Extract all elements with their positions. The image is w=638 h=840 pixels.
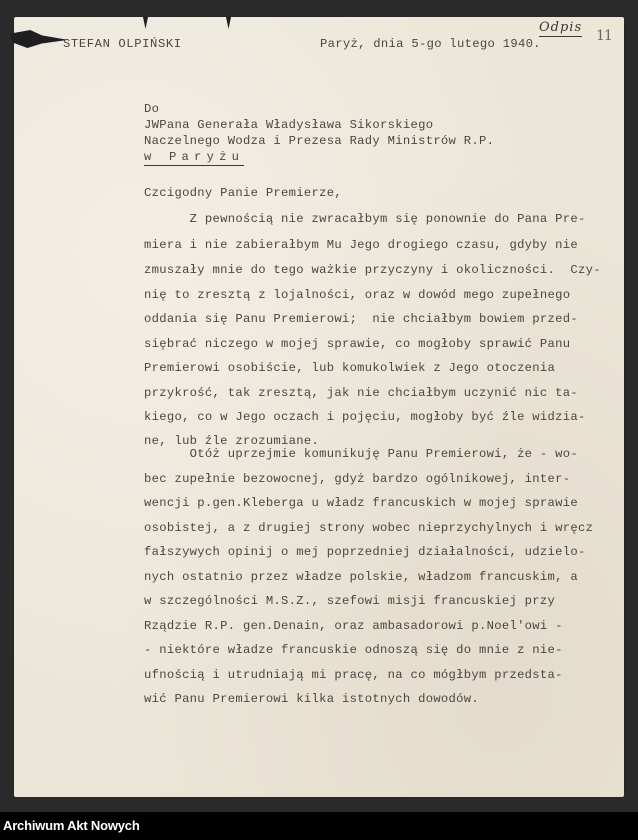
body-line: Rządzie R.P. gen.Denain, oraz ambasadorowi p.Noel'owi - [144,619,563,633]
body-line: Otóż uprzejmie komunikuję Panu Premierowi, że - wo- [144,447,578,461]
body-line: Premierowi osobiście, lub komukolwiek z Jego otoczenia [144,361,556,375]
body-line: wić Panu Premierowi kilka istotnych dowodów. [144,692,480,706]
page-number: 11 [596,28,612,44]
handwritten-annotation: Odpis [539,20,583,35]
body-line: nię to zresztą z lojalności, oraz w dowód mego zupełnego [144,288,571,302]
body-line: zmuszały mnie do tego ważkie przyczyny i okoliczności. Czy- [144,263,601,277]
body-line: w szczególności M.S.Z., szefowi misji francuskiej przy [144,594,556,608]
address-line-2: Naczelnego Wodza i Prezesa Rady Ministrów R.P. [144,134,495,148]
body-line: ne, lub źle zrozumiane. [144,434,320,448]
body-line: siębrać niczego w mojej sprawie, co mogłoby sprawić Panu [144,337,571,351]
body-line: miera i nie zabierałbym Mu Jego drogiego czasu, gdyby nie [144,238,578,252]
caption-bar [0,812,638,840]
body-line: ufnością i utrudniają mi pracę, na co mógłbym przedsta- [144,668,563,682]
salutation: Czcigodny Panie Premierze, [144,186,342,200]
body-line: Z pewnością nie zwracałbym się ponownie do Pana Pre- [144,212,586,226]
address-to: Do [144,102,160,116]
body-line: osobistej, a z drugiej strony wobec nieprzychylnych i wręcz [144,521,594,535]
body-line: bec zupełnie bezowocnej, gdyż bardzo ogólnikowej, inter- [144,472,571,486]
body-line: kiego, co w Jego oczach i pojęciu, mogłoby być źle widzia- [144,410,586,424]
body-line: wencji p.gen.Kleberga u władz francuskich w mojej sprawie [144,496,578,510]
archive-caption: Archiwum Akt Nowych [3,818,140,833]
place-date: Paryż, dnia 5-go lutego 1940. [320,37,541,51]
address-line-1: JWPana Generała Władysława Sikorskiego [144,118,434,132]
body-line: nych ostatnio przez władze polskie, władzom francuskim, a [144,570,578,584]
body-line: przykrość, tak zresztą, jak nie chciałbym uczynić nic ta- [144,386,578,400]
body-line: fałszywych opinij o mej poprzedniej działalności, udzielo- [144,545,586,559]
sender-name: STEFAN OLPIŃSKI [63,37,182,51]
address-line-3: w Paryżu [144,150,245,164]
body-line: oddania się Panu Premierowi; nie chciałbym bowiem przed- [144,312,578,326]
body-line: - niektóre władze francuskie odnoszą się do mnie z nie- [144,643,563,657]
